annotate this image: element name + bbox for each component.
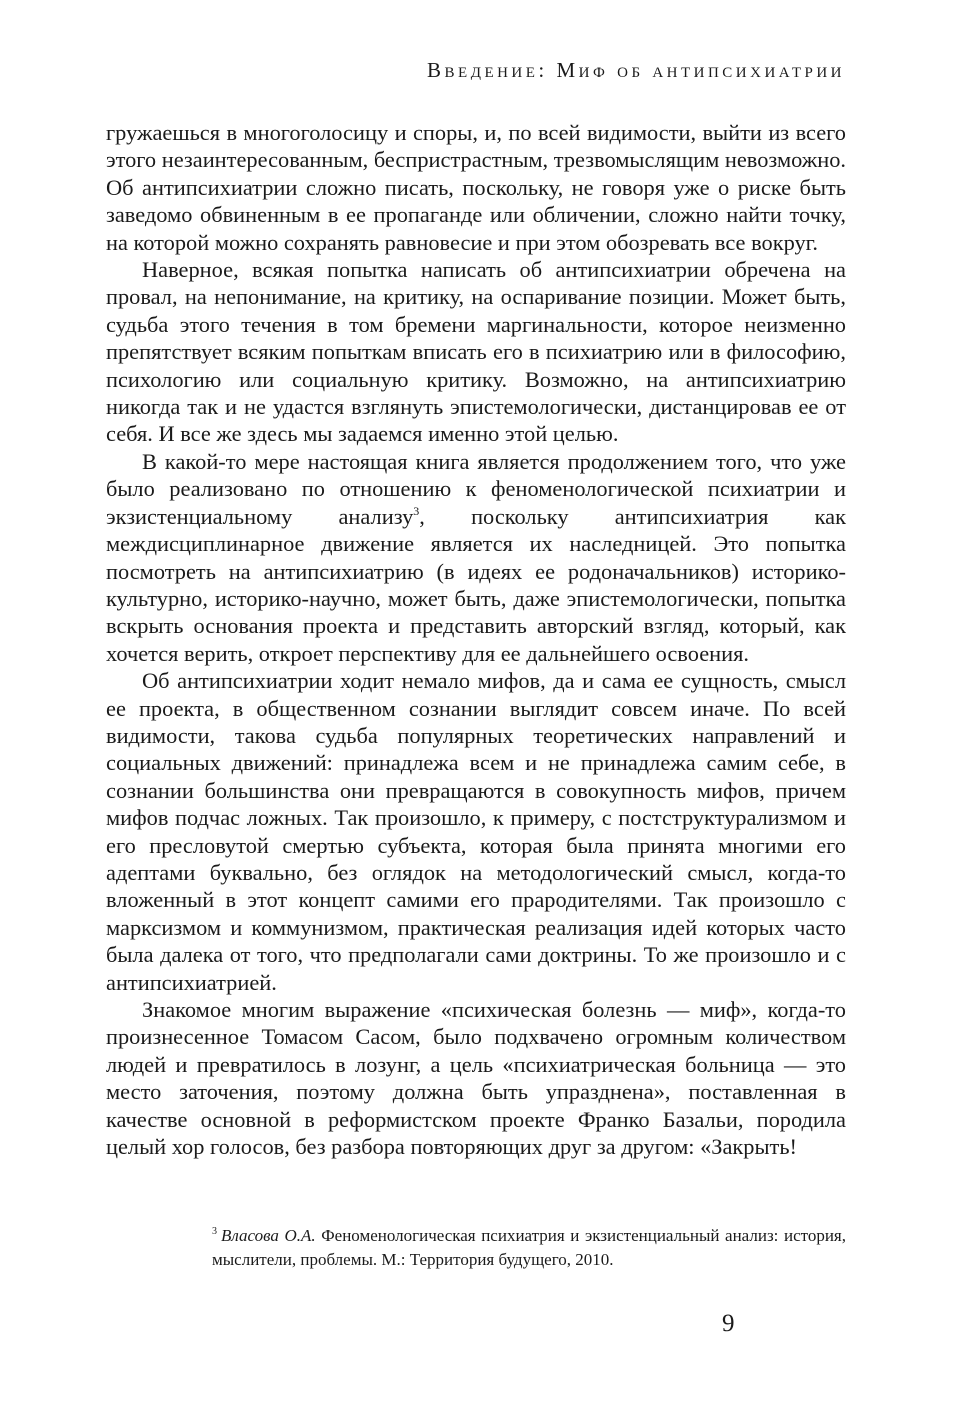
running-head: Введение: Миф об антипсихиатрии [427,58,845,82]
footnote [212,1224,846,1272]
paragraph-1: гружаешься в многоголосицу и споры, и, по всей видимости, выйти из всего этого незаинтересованным, беспристрастным, трезвомыслящим невозможно. Об антипсихиатрии сложно писать, поскольку, не говоря уже о риске быть заведомо обвиненным в ее пропаганде или обличении, сложно найти точку, на которой можно сохранять равновесие и при этом обозревать все вокруг. [106,120,846,255]
footnote-mark: 3 [212,1226,217,1237]
paragraph-2: Наверное, всякая попытка написать об антипсихиатрии обречена на провал, на непонимание, на критику, на оспаривание позиции. Может быть, судьба этого течения в том бремени маргинальности, которое неизменно препятствует всяким попыткам вписать его в психиатрию или в философию, психологию или социальную критику. Возможно, на антипсихиатрию никогда так и не удастся взглянуть эпистемологически, дистанцировав ее от себя. И все же здесь мы задаемся именно этой целью. [106,257,846,447]
paragraph-3-text-before-ref: В какой-то мере настоящая книга является продолжением того, что уже было реализовано по отношению к феноменологической психиатрии и экзистенциальному анализу [106,448,846,529]
body-text [106,119,846,1160]
paragraph-3 [106,448,846,667]
footnote-reference[interactable]: 3 [413,503,420,518]
page-number: 9 [722,1310,735,1337]
footnote-author: Власова О.А. [221,1226,316,1245]
paragraph-3-text-after-ref: , поскольку антипсихиатрия как междисциплинарное движение является их наследницей. Это попытка посмотреть на антипсихиатрию (в идеях ее родоначальников) историко-культурно, историко-научно, может быть, даже эпистемологически, попытка вскрыть основания проекта и представить авторский взгляд, который, как хочется верить, откроет перспективу для ее дальнейшего освоения. [106,503,846,666]
footnote-text: Феноменологическая психиатрия и экзистенциальный анализ: история, мыслители, проблемы. М.: Территория будущего, 2010. [212,1226,846,1269]
paragraph-5: Знакомое многим выражение «психическая болезнь — миф», когда-то произнесенное Томасом Сасом, было подхвачено огромным количеством людей и превратилось в лозунг, а цель «психиатрическая больница — это место заточения, поэтому должна быть упразднена», поставленная в качестве основной в реформистском проекте Франко Базальи, породила целый хор голосов, без разбора повторяющих друг за другом: «Закрыть! [106,997,846,1160]
paragraph-4: Об антипсихиатрии ходит немало мифов, да и сама ее сущность, смысл ее проекта, в общественном сознании выглядит совсем иначе. По всей видимости, такова судьба популярных теоретических направлений и социальных движений: принадлежа всем и не принадлежа самим себе, в сознании большинства они превращаются в совокупность мифов, причем мифов подчас ложных. Так произошло, к примеру, с постструктурализмом и его пресловутой смертью субъекта, которая была принята многими его адептами буквально, без оглядок на методологический смысл, когда-то вложенный в этот концепт самими его прародителями. Так произошло с марксизмом и коммунизмом, практическая реализация идей которых часто была далека от того, что предполагали сами доктрины. То же произошло и с антипсихиатрией. [106,668,846,995]
